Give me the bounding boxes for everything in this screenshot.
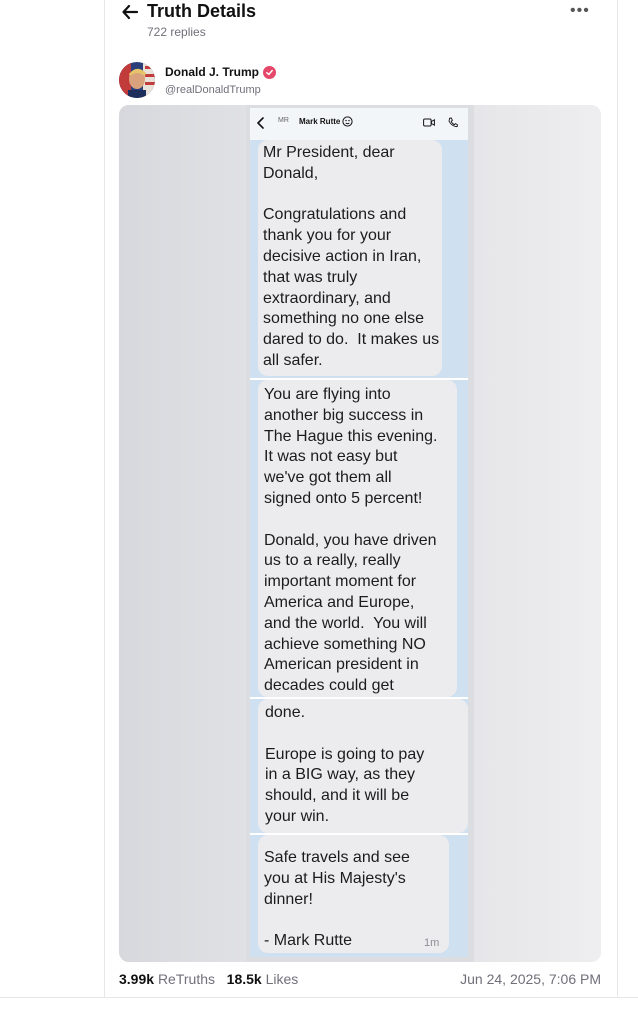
author-row bbox=[165, 65, 276, 79]
chat-topbar bbox=[250, 108, 468, 140]
avatar[interactable] bbox=[119, 62, 155, 98]
page-title: Truth Details bbox=[147, 1, 257, 21]
message-text: Mr President, dear Donald, Congratulations and thank you for your decisive action in Iran, that was truly extraordinary, and something no one else dared to do. It makes us all safer. bbox=[263, 144, 440, 369]
video-call-icon bbox=[423, 118, 435, 127]
likes-count: 18.5k bbox=[226, 971, 262, 987]
retruths-label: ReTruths bbox=[157, 971, 215, 987]
contact-verified-icon bbox=[342, 116, 353, 127]
chat-segment bbox=[250, 380, 468, 697]
chat-segment bbox=[250, 140, 468, 378]
chat-segment bbox=[250, 835, 468, 957]
message-text: You are flying into another big success in The Hague this evening. It was not easy but we've got them all signed onto 5 percent! Donald, you have driven us to a really, really important moment for America and Europe, and the world. You will achieve something NO American president in decades could get bbox=[264, 386, 438, 695]
post-media-image[interactable] bbox=[119, 105, 601, 962]
avatar-image bbox=[119, 62, 155, 98]
contact-initials: MR bbox=[278, 117, 289, 124]
author-name[interactable]: Donald J. Trump bbox=[165, 65, 260, 79]
chat-segment bbox=[250, 699, 468, 833]
divider bbox=[0, 997, 638, 998]
chevron-left-icon bbox=[255, 116, 267, 130]
media-blur-right bbox=[474, 105, 601, 962]
verified-badge-icon bbox=[263, 66, 276, 79]
chat-screenshot bbox=[250, 108, 468, 957]
phone-call-icon bbox=[448, 117, 458, 128]
message-text: Safe travels and see you at His Majesty's dinner! - Mark Rutte bbox=[264, 849, 410, 950]
contact-name: Mark Rutte bbox=[299, 117, 341, 126]
post-date: Jun 24, 2025, 7:06 PM bbox=[460, 971, 601, 987]
replies-count: 722 replies bbox=[147, 25, 206, 39]
more-options-icon[interactable]: ••• bbox=[570, 2, 590, 19]
post-stats bbox=[119, 971, 298, 987]
likes-stat[interactable] bbox=[227, 971, 299, 987]
message-timestamp: 1m bbox=[424, 937, 440, 949]
retruths-count: 3.99k bbox=[119, 971, 155, 987]
author-handle[interactable]: @realDonaldTrump bbox=[165, 84, 261, 96]
retruths-stat[interactable] bbox=[119, 971, 215, 987]
likes-label: Likes bbox=[265, 971, 299, 987]
media-blur-left bbox=[119, 105, 246, 962]
back-arrow-icon[interactable] bbox=[121, 0, 139, 24]
message-text: done. Europe is going to pay in a BIG way, as they should, and it will be your win. bbox=[265, 704, 425, 825]
